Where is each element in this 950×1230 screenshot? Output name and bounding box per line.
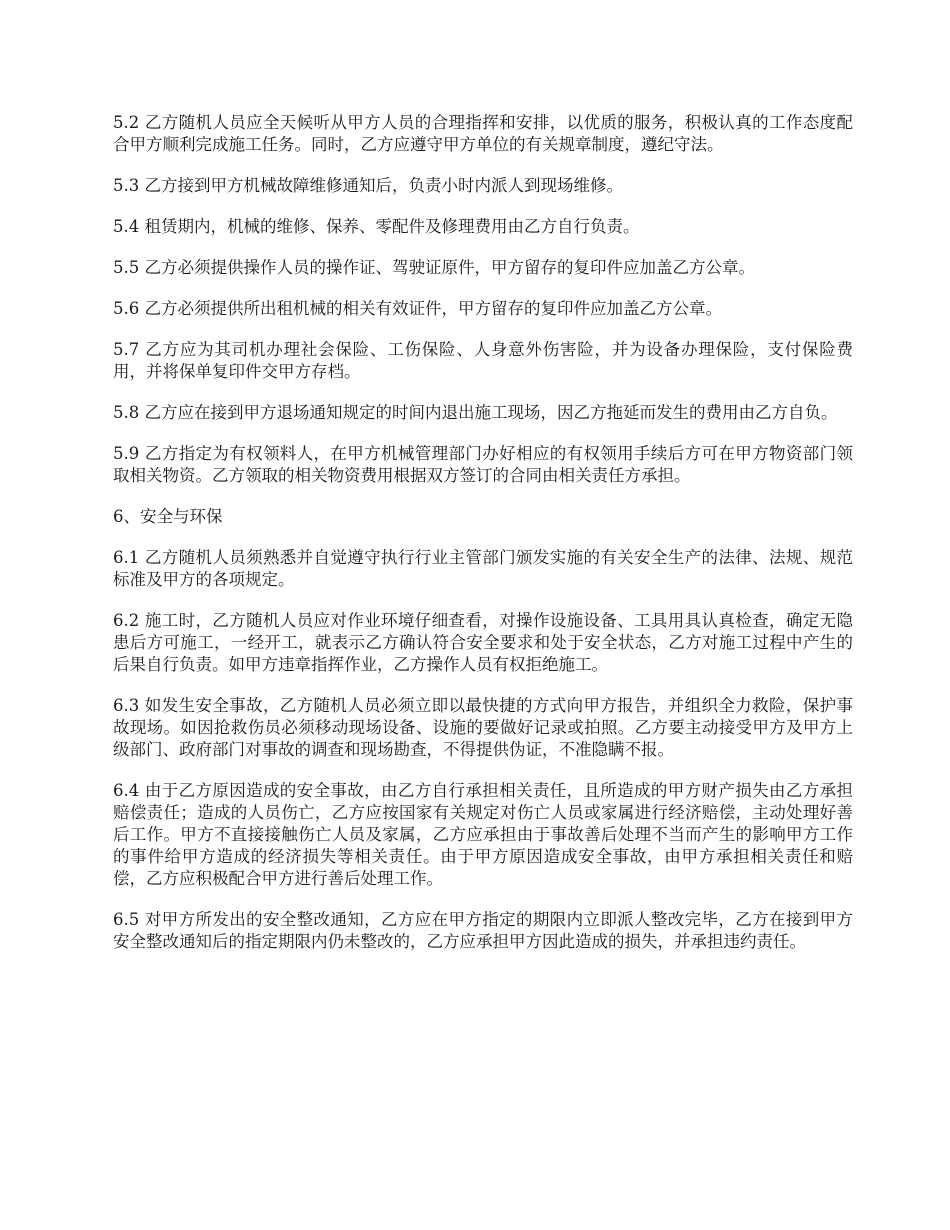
clause-5-8: 5.8 乙方应在接到甲方退场通知规定的时间内退出施工现场，因乙方拖延而发生的费用由乙方自负。 xyxy=(113,403,838,422)
clause-6-5: 6.5 对甲方所发出的安全整改通知，乙方应在甲方指定的期限内立即派人整改完毕，乙方在接到甲方安全整改通知后的指定期限内仍未整改的，乙方应承担甲方因此造成的损失，并承担违约责任。 xyxy=(113,910,853,951)
document-body xyxy=(113,112,853,972)
clause-6-1: 6.1 乙方随机人员须熟悉并自觉遵守执行行业主管部门颁发实施的有关安全生产的法律、法规、规范标准及甲方的各项规定。 xyxy=(113,548,853,589)
clause-5-4: 5.4 租赁期内，机械的维修、保养、零配件及修理费用由乙方自行负责。 xyxy=(113,217,640,236)
clause-6-3: 6.3 如发生安全事故，乙方随机人员必须立即以最快捷的方式向甲方报告，并组织全力救险，保护事故现场。如因抢救伤员必须移动现场设备、设施的要做好记录或拍照。乙方要主动接受甲方及甲方上级部门、政府部门对事故的调查和现场勘查，不得提供伪证，不准隐瞒不报。 xyxy=(113,696,853,759)
clause-5-6: 5.6 乙方必须提供所出租机械的相关有效证件，甲方留存的复印件应加盖乙方公章。 xyxy=(113,299,722,318)
clause-5-2: 5.2 乙方随机人员应全天候听从甲方人员的合理指挥和安排，以优质的服务，积极认真的工作态度配合甲方顺利完成施工任务。同时，乙方应遵守甲方单位的有关规章制度，遵纪守法。 xyxy=(113,113,853,154)
clause-5-3: 5.3 乙方接到甲方机械故障维修通知后，负责小时内派人到现场维修。 xyxy=(113,176,623,195)
clause-6-4: 6.4 由于乙方原因造成的安全事故，由乙方自行承担相关责任，且所造成的甲方财产损失由乙方承担赔偿责任；造成的人员伤亡，乙方应按国家有关规定对伤亡人员或家属进行经济赔偿，主动处理好善后工作。甲方不直接接触伤亡人员及家属，乙方应承担由于事故善后处理不当而产生的影响甲方工作的事件给甲方造成的经济损失等相关责任。由于甲方原因造成安全事故，由甲方承担相关责任和赔偿，乙方应积极配合甲方进行善后处理工作。 xyxy=(113,781,853,888)
clause-6-2: 6.2 施工时，乙方随机人员应对作业环境仔细查看，对操作设施设备、工具用具认真检查，确定无隐患后方可施工，一经开工，就表示乙方确认符合安全要求和处于安全状态，乙方对施工过程中产生的后果自行负责。如甲方违章指挥作业，乙方操作人员有权拒绝施工。 xyxy=(113,611,853,674)
clause-5-7: 5.7 乙方应为其司机办理社会保险、工伤保险、人身意外伤害险，并为设备办理保险，支付保险费用，并将保单复印件交甲方存档。 xyxy=(113,340,853,381)
clause-5-9: 5.9 乙方指定为有权领料人，在甲方机械管理部门办好相应的有权领用手续后方可在甲方物资部门领取相关物资。乙方领取的相关物资费用根据双方签订的合同由相关责任方承担。 xyxy=(113,444,853,485)
section-heading-6: 6、安全与环保 xyxy=(113,507,223,526)
clause-5-5: 5.5 乙方必须提供操作人员的操作证、驾驶证原件，甲方留存的复印件应加盖乙方公章。 xyxy=(113,258,755,277)
